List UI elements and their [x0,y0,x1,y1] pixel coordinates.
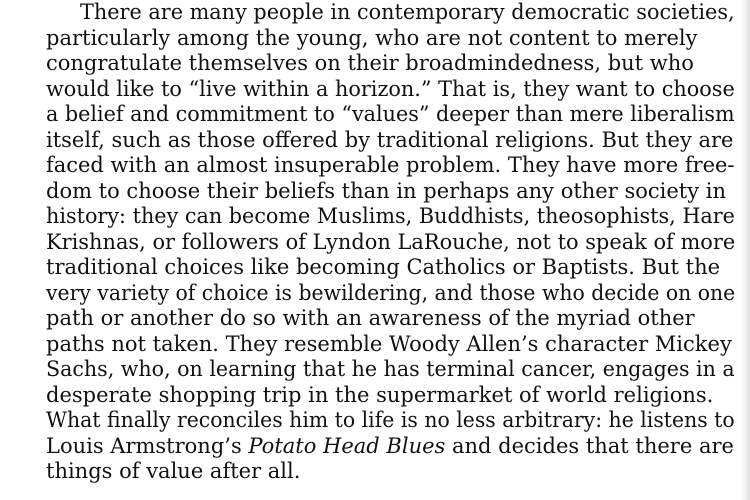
page-edge-shadow [740,0,750,500]
text-line-3: congratulate themselves on their broadmindedness, but who [46,51,694,75]
text-line-5: a belief and commitment to “values” deeper than mere liberalism [46,102,735,126]
song-title: Potato Head Blues [248,434,446,458]
text-line-15: Sachs, who, on learning that he has terminal cancer, engages in a [46,357,735,381]
text-line-17: What finally reconciles him to life is no less arbitrary: he listens to [46,408,735,432]
text-line-18-end: and decides that there are [445,434,734,458]
text-line-7: faced with an almost insuperable problem. They have more free- [46,153,735,177]
text-line-4: would like to “live within a horizon.” That is, they want to choose [46,77,735,101]
text-line-13: path or another do so with an awareness of the myriad other [46,306,695,330]
text-line-2: particularly among the young, who are not content to merely [46,26,698,50]
text-line-14: paths not taken. They resemble Woody Allen’s character Mickey [46,332,732,356]
text-line-11: traditional choices like becoming Catholics or Baptists. But the [46,255,721,279]
text-line-18-start: Louis Armstrong’s [46,434,249,458]
text-line-12: very variety of choice is bewildering, and those who decide on one [46,281,736,305]
text-line-6: itself, such as those offered by traditional religions. But they are [46,128,734,152]
text-line-9: history: they can become Muslims, Buddhists, theosophists, Hare [46,204,735,228]
text-line-16: desperate shopping trip in the supermarket of world religions. [46,383,714,407]
text-line-18 [46,434,734,458]
text-line-10: Krishnas, or followers of Lyndon LaRouche, not to speak of more [46,230,736,254]
text-line-19: things of value after all. [46,459,301,483]
text-line-1: There are many people in contemporary democratic societies, [80,0,735,24]
text-line-8: dom to choose their beliefs than in perhaps any other society in [46,179,726,203]
